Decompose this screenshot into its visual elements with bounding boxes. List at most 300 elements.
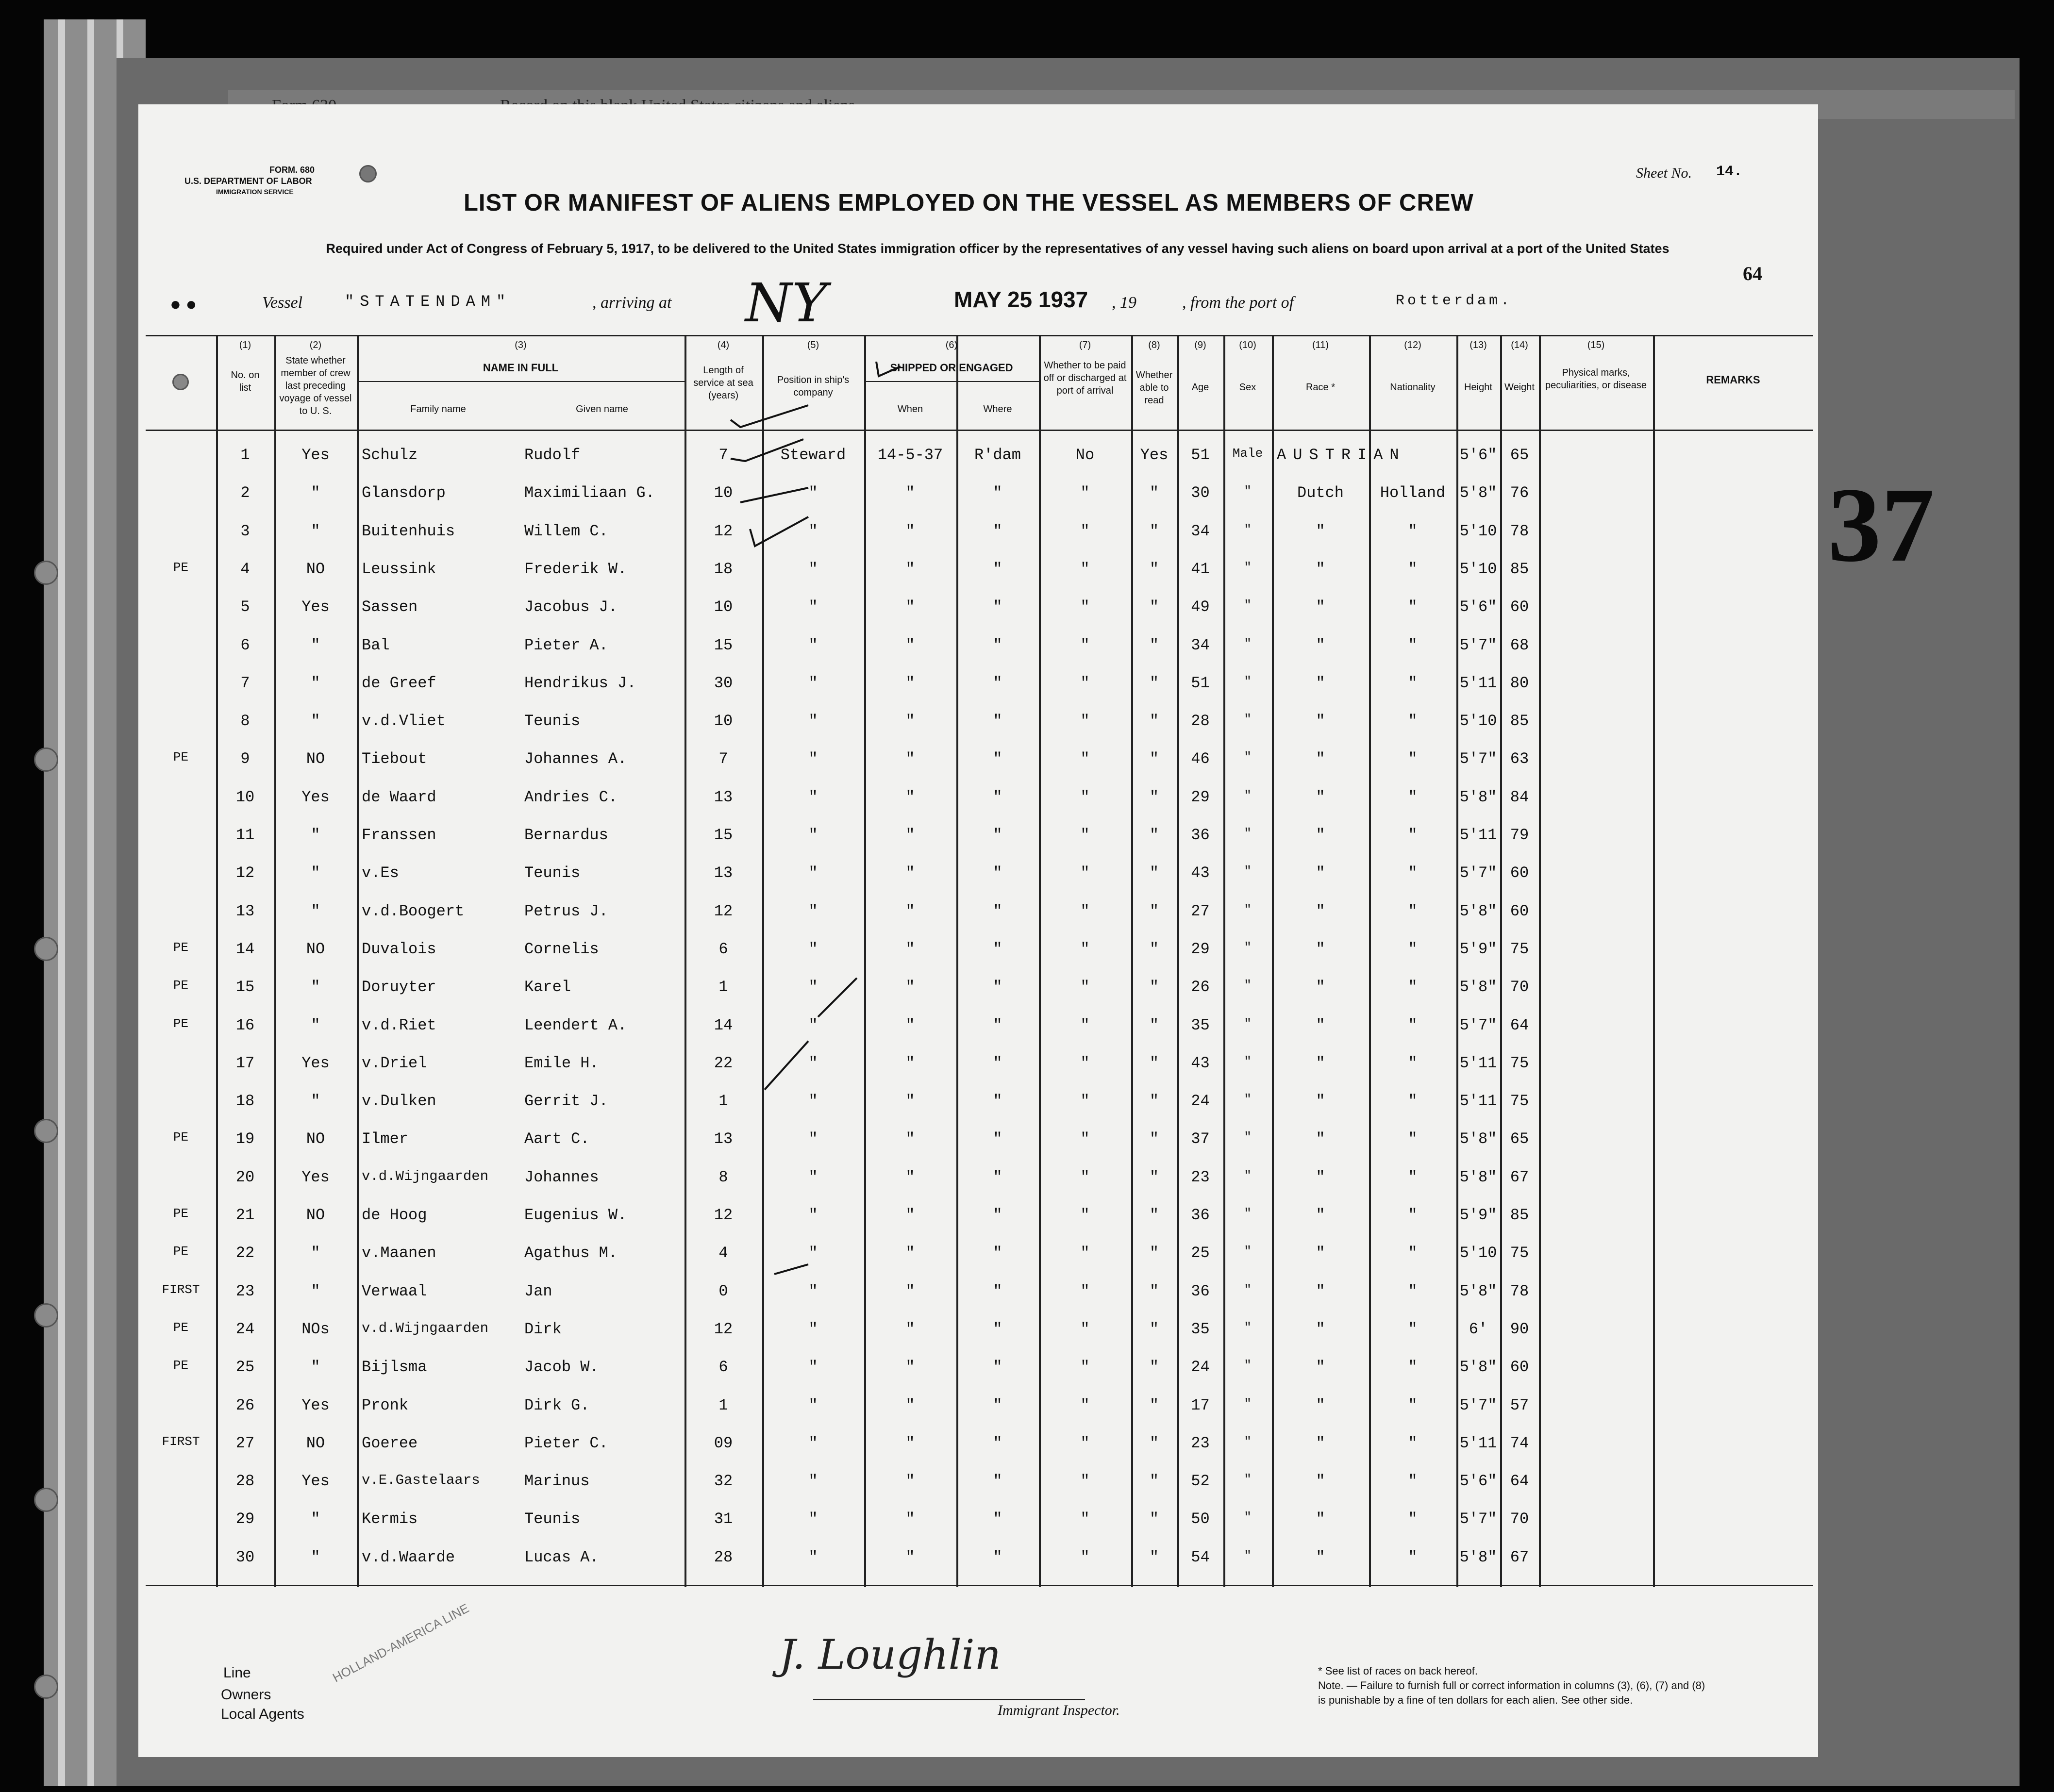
- row-weight: 65: [1510, 1130, 1529, 1148]
- row-height: 5'8": [1459, 1282, 1497, 1300]
- table-row: [146, 1276, 1813, 1313]
- row-paid-off: ": [1080, 484, 1090, 502]
- row-number: 18: [235, 1092, 255, 1111]
- row-family-name: Duvalois: [362, 940, 436, 958]
- hole-marker: [359, 165, 377, 183]
- row-number: 17: [235, 1054, 255, 1072]
- manifest-page: [138, 104, 1935, 1757]
- row-when: ": [905, 598, 915, 616]
- row-position: ": [808, 1358, 818, 1377]
- header-length-service: Length of service at sea (years): [693, 365, 753, 401]
- row-when: ": [905, 712, 915, 730]
- table-row: [146, 896, 1813, 933]
- row-number: 3: [240, 522, 250, 540]
- page-mark-handwritten: 64: [1743, 263, 1762, 284]
- row-given-name: Marinus: [524, 1472, 590, 1491]
- row-weight: 80: [1510, 674, 1529, 692]
- row-race: ": [1316, 1130, 1325, 1148]
- header-when: When: [897, 404, 923, 415]
- row-given-name: Lucas A.: [524, 1548, 599, 1566]
- row-race: ": [1316, 902, 1325, 920]
- row-years-service: 10: [714, 712, 733, 730]
- row-paid-off: ": [1080, 712, 1090, 730]
- row-years-service: 18: [714, 560, 733, 578]
- owners-label: Owners: [221, 1687, 271, 1703]
- row-height: 5'7": [1459, 636, 1497, 654]
- row-nationality: ": [1408, 598, 1418, 616]
- row-race: ": [1316, 750, 1325, 768]
- row-height: 5'10: [1459, 712, 1497, 730]
- row-where: ": [993, 598, 1002, 616]
- row-number: 9: [240, 750, 250, 768]
- row-paid-off: ": [1080, 1016, 1090, 1034]
- row-position: ": [808, 1016, 818, 1034]
- row-paid-off: ": [1080, 1358, 1090, 1377]
- crew-table: [146, 335, 1813, 1587]
- row-paid-off: ": [1080, 1054, 1090, 1072]
- table-row: [146, 515, 1813, 553]
- row-able-read: ": [1149, 1358, 1159, 1377]
- row-given-name: Andries C.: [524, 788, 618, 806]
- row-given-name: Eugenius W.: [524, 1206, 627, 1224]
- row-when: ": [905, 1016, 915, 1034]
- table-row: [146, 667, 1813, 705]
- row-sex: ": [1244, 1244, 1252, 1259]
- row-where: ": [993, 1510, 1002, 1528]
- row-given-name: Dirk G.: [524, 1396, 590, 1414]
- table-row: [146, 591, 1813, 629]
- row-sex: ": [1244, 826, 1252, 841]
- row-race: ": [1316, 1396, 1325, 1414]
- row-able-read: ": [1149, 1472, 1159, 1491]
- row-number: 6: [240, 636, 250, 654]
- row-years-service: 22: [714, 1054, 733, 1072]
- row-position: Steward: [780, 446, 846, 464]
- row-nationality: ": [1408, 864, 1418, 882]
- row-position: ": [808, 1092, 818, 1111]
- row-paid-off: ": [1080, 902, 1090, 920]
- row-years-service: 15: [714, 636, 733, 654]
- row-position: ": [808, 1472, 818, 1491]
- row-weight: 76: [1510, 484, 1529, 502]
- row-number: 4: [240, 560, 250, 578]
- row-sex: ": [1244, 1358, 1252, 1373]
- vessel-dot: ● ●: [170, 294, 197, 315]
- row-number: 16: [235, 1016, 255, 1034]
- row-nationality: ": [1408, 636, 1418, 654]
- row-position: ": [808, 978, 818, 996]
- row-able-read: ": [1149, 1206, 1159, 1224]
- row-previous-voyage: Yes: [301, 1472, 330, 1491]
- row-family-name: v.d.Wijngaarden: [362, 1168, 489, 1184]
- row-status-mark: PE: [173, 1016, 189, 1031]
- row-race: ": [1316, 1282, 1325, 1300]
- row-where: ": [993, 484, 1002, 502]
- row-weight: 90: [1510, 1320, 1529, 1338]
- header-given-name: Given name: [576, 404, 628, 415]
- row-family-name: Doruyter: [362, 978, 436, 996]
- row-height: 5'7": [1459, 1396, 1497, 1414]
- row-number: 30: [235, 1548, 255, 1566]
- row-position: ": [808, 826, 818, 844]
- row-given-name: Pieter C.: [524, 1434, 608, 1452]
- row-previous-voyage: ": [311, 484, 320, 502]
- row-family-name: v.d.Wijngaarden: [362, 1320, 489, 1336]
- row-sex: ": [1244, 1130, 1252, 1145]
- table-row: [146, 439, 1813, 477]
- row-position: ": [808, 522, 818, 540]
- row-family-name: v.Maanen: [362, 1244, 436, 1262]
- row-where: ": [993, 712, 1002, 730]
- row-given-name: Gerrit J.: [524, 1092, 608, 1111]
- row-able-read: ": [1149, 1244, 1159, 1262]
- row-height: 5'11: [1459, 674, 1497, 692]
- row-sex: ": [1244, 788, 1252, 803]
- row-years-service: 1: [718, 978, 728, 996]
- note-fine-2: is punishable by a fine of ten dollars for each alien. See other side.: [1318, 1694, 1633, 1706]
- header-where: Where: [983, 404, 1012, 415]
- row-number: 22: [235, 1244, 255, 1262]
- row-where: ": [993, 674, 1002, 692]
- row-weight: 60: [1510, 902, 1529, 920]
- row-nationality: ": [1408, 1244, 1418, 1262]
- header-family-name: Family name: [410, 404, 466, 415]
- row-weight: 75: [1510, 1092, 1529, 1111]
- row-sex: ": [1244, 484, 1252, 499]
- row-family-name: Buitenhuis: [362, 522, 455, 540]
- row-position: ": [808, 1282, 818, 1300]
- row-age: 26: [1191, 978, 1210, 996]
- row-nationality: ": [1408, 902, 1418, 920]
- row-race: ": [1316, 1510, 1325, 1528]
- row-race: ": [1316, 940, 1325, 958]
- row-given-name: Johannes A.: [524, 750, 627, 768]
- arriving-label: , arriving at: [592, 294, 672, 312]
- row-status-mark: FIRST: [162, 1434, 200, 1449]
- row-height: 5'7": [1459, 1510, 1497, 1528]
- row-paid-off: No: [1075, 446, 1095, 464]
- row-position: ": [808, 674, 818, 692]
- row-previous-voyage: Yes: [301, 1054, 330, 1072]
- row-weight: 75: [1510, 1054, 1529, 1072]
- row-sex: ": [1244, 1434, 1252, 1449]
- row-height: 5'8": [1459, 788, 1497, 806]
- row-paid-off: ": [1080, 864, 1090, 882]
- form-number: FORM. 680: [269, 165, 315, 175]
- row-status-mark: PE: [173, 750, 189, 765]
- row-sex: ": [1244, 560, 1252, 575]
- row-paid-off: ": [1080, 1548, 1090, 1566]
- row-weight: 75: [1510, 940, 1529, 958]
- row-age: 49: [1191, 598, 1210, 616]
- row-nationality: ": [1408, 1282, 1418, 1300]
- col-num-10: (10): [1239, 340, 1256, 350]
- punch-hole: [34, 1488, 58, 1512]
- row-paid-off: ": [1080, 1130, 1090, 1148]
- table-row: [146, 1542, 1813, 1579]
- row-status-mark: PE: [173, 1206, 189, 1221]
- row-age: 34: [1191, 636, 1210, 654]
- row-previous-voyage: ": [311, 1510, 320, 1528]
- row-paid-off: ": [1080, 1244, 1090, 1262]
- row-when: ": [905, 1282, 915, 1300]
- row-previous-voyage: ": [311, 1282, 320, 1300]
- row-sex: ": [1244, 712, 1252, 727]
- col-num-13: (13): [1470, 340, 1487, 350]
- row-weight: 70: [1510, 978, 1529, 996]
- row-height: 5'9": [1459, 940, 1497, 958]
- row-able-read: ": [1149, 1130, 1159, 1148]
- row-sex: ": [1244, 1472, 1252, 1487]
- row-given-name: Maximiliaan G.: [524, 484, 655, 502]
- row-paid-off: ": [1080, 788, 1090, 806]
- table-row: [146, 553, 1813, 591]
- row-years-service: 12: [714, 1320, 733, 1338]
- row-given-name: Jacobus J.: [524, 598, 618, 616]
- row-able-read: ": [1149, 940, 1159, 958]
- row-given-name: Agathus M.: [524, 1244, 618, 1262]
- row-weight: 78: [1510, 522, 1529, 540]
- row-age: 35: [1191, 1016, 1210, 1034]
- row-number: 15: [235, 978, 255, 996]
- row-nationality: ": [1408, 1054, 1418, 1072]
- row-height: 5'10: [1459, 1244, 1497, 1262]
- row-years-service: 15: [714, 826, 733, 844]
- row-where: ": [993, 1244, 1002, 1262]
- row-where: ": [993, 940, 1002, 958]
- row-previous-voyage: NO: [306, 750, 325, 768]
- row-position: ": [808, 1206, 818, 1224]
- row-previous-voyage: ": [311, 674, 320, 692]
- note-fine-1: Note. — Failure to furnish full or correct information in columns (3), (6), (7) and (8): [1318, 1679, 1705, 1692]
- table-row: [146, 1465, 1813, 1503]
- row-age: 52: [1191, 1472, 1210, 1491]
- header-height: Height: [1464, 382, 1492, 393]
- row-nationality: ": [1408, 1358, 1418, 1377]
- row-height: 6': [1469, 1320, 1488, 1338]
- table-row: [146, 1199, 1813, 1237]
- row-race: ": [1316, 1016, 1325, 1034]
- row-when: ": [905, 560, 915, 578]
- row-given-name: Bernardus: [524, 826, 608, 844]
- row-age: 23: [1191, 1434, 1210, 1452]
- row-years-service: 7: [718, 446, 728, 464]
- row-age: 23: [1191, 1168, 1210, 1186]
- row-able-read: ": [1149, 826, 1159, 844]
- row-given-name: Cornelis: [524, 940, 599, 958]
- row-position: ": [808, 712, 818, 730]
- row-where: ": [993, 522, 1002, 540]
- row-when: ": [905, 1472, 915, 1491]
- header-no-on-list: No. on list: [231, 370, 260, 393]
- row-able-read: ": [1149, 1510, 1159, 1528]
- row-race: ": [1316, 674, 1325, 692]
- year-label: , 19: [1112, 294, 1136, 312]
- row-weight: 63: [1510, 750, 1529, 768]
- row-family-name: v.Dulken: [362, 1092, 436, 1111]
- row-number: 28: [235, 1472, 255, 1491]
- row-paid-off: ": [1080, 674, 1090, 692]
- row-position: ": [808, 940, 818, 958]
- row-height: 5'8": [1459, 1358, 1497, 1377]
- row-able-read: ": [1149, 750, 1159, 768]
- row-number: 21: [235, 1206, 255, 1224]
- row-given-name: Petrus J.: [524, 902, 608, 920]
- row-race: ": [1316, 826, 1325, 844]
- row-number: 19: [235, 1130, 255, 1148]
- row-position: ": [808, 788, 818, 806]
- row-age: 28: [1191, 712, 1210, 730]
- row-family-name: Pronk: [362, 1396, 409, 1414]
- row-previous-voyage: ": [311, 864, 320, 882]
- row-when: ": [905, 1244, 915, 1262]
- row-previous-voyage: ": [311, 1358, 320, 1377]
- row-weight: 74: [1510, 1434, 1529, 1452]
- punch-hole: [34, 1119, 58, 1143]
- row-when: ": [905, 1168, 915, 1186]
- row-sex: ": [1244, 1548, 1252, 1563]
- table-row: [146, 477, 1813, 515]
- row-height: 5'6": [1459, 446, 1497, 464]
- row-age: 25: [1191, 1244, 1210, 1262]
- row-status-mark: PE: [173, 560, 189, 575]
- row-position: ": [808, 1320, 818, 1338]
- row-years-service: 14: [714, 1016, 733, 1034]
- col-num-4: (4): [717, 340, 730, 350]
- row-race: ": [1316, 1434, 1325, 1452]
- row-paid-off: ": [1080, 1206, 1090, 1224]
- row-family-name: Leussink: [362, 560, 436, 578]
- table-row: [146, 971, 1813, 1009]
- row-where: R'dam: [974, 446, 1021, 464]
- row-when: ": [905, 1206, 915, 1224]
- row-race: ": [1316, 978, 1325, 996]
- row-given-name: Frederik W.: [524, 560, 627, 578]
- row-status-mark: PE: [173, 940, 189, 955]
- row-paid-off: ": [1080, 598, 1090, 616]
- row-family-name: v.d.Boogert: [362, 902, 465, 920]
- row-paid-off: ": [1080, 1168, 1090, 1186]
- row-sex: ": [1244, 1510, 1252, 1525]
- row-age: 35: [1191, 1320, 1210, 1338]
- row-years-service: 7: [718, 750, 728, 768]
- row-years-service: 12: [714, 522, 733, 540]
- row-given-name: Pieter A.: [524, 636, 608, 654]
- row-years-service: 13: [714, 864, 733, 882]
- row-nationality: ": [1408, 1206, 1418, 1224]
- row-sex: ": [1244, 1396, 1252, 1411]
- row-previous-voyage: NO: [306, 560, 325, 578]
- row-weight: 67: [1510, 1168, 1529, 1186]
- row-where: ": [993, 1282, 1002, 1300]
- row-number: 26: [235, 1396, 255, 1414]
- row-nationality: ": [1408, 1168, 1418, 1186]
- row-able-read: ": [1149, 560, 1159, 578]
- header-weight: Weight: [1504, 382, 1535, 393]
- row-where: ": [993, 1054, 1002, 1072]
- row-when: ": [905, 522, 915, 540]
- row-given-name: Willem C.: [524, 522, 608, 540]
- row-able-read: ": [1149, 978, 1159, 996]
- row-height: 5'8": [1459, 1168, 1497, 1186]
- row-age: 43: [1191, 864, 1210, 882]
- row-able-read: ": [1149, 1548, 1159, 1566]
- row-when: ": [905, 1396, 915, 1414]
- row-height: 5'8": [1459, 902, 1497, 920]
- row-given-name: Emile H.: [524, 1054, 599, 1072]
- row-when: 14-5-37: [877, 446, 943, 464]
- row-where: ": [993, 1358, 1002, 1377]
- row-when: ": [905, 1548, 915, 1566]
- row-family-name: v.Es: [362, 864, 399, 882]
- row-able-read: ": [1149, 902, 1159, 920]
- row-nationality: ": [1408, 1016, 1418, 1034]
- table-row: [146, 1161, 1813, 1199]
- row-height: 5'11: [1459, 1054, 1497, 1072]
- row-where: ": [993, 1472, 1002, 1491]
- row-position: ": [808, 864, 818, 882]
- col-num-11: (11): [1312, 340, 1329, 350]
- row-able-read: ": [1149, 1054, 1159, 1072]
- row-sex: ": [1244, 674, 1252, 689]
- row-years-service: 1: [718, 1396, 728, 1414]
- row-sex: ": [1244, 1092, 1252, 1107]
- row-race: ": [1316, 712, 1325, 730]
- row-number: 13: [235, 902, 255, 920]
- row-where: ": [993, 636, 1002, 654]
- row-where: ": [993, 788, 1002, 806]
- row-status-mark: PE: [173, 978, 189, 993]
- row-sex: Male: [1232, 446, 1263, 461]
- table-row: [146, 743, 1813, 781]
- row-nationality: ": [1408, 1510, 1418, 1528]
- row-position: ": [808, 1434, 818, 1452]
- col-num-14: (14): [1511, 340, 1528, 350]
- row-age: 41: [1191, 560, 1210, 578]
- header-name-in-full: NAME IN FULL: [483, 362, 559, 374]
- row-number: 5: [240, 598, 250, 616]
- row-when: ": [905, 826, 915, 844]
- row-previous-voyage: ": [311, 902, 320, 920]
- row-weight: 60: [1510, 864, 1529, 882]
- header-age: Age: [1191, 382, 1209, 393]
- row-sex: ": [1244, 1054, 1252, 1069]
- row-years-service: 31: [714, 1510, 733, 1528]
- row-able-read: Yes: [1140, 446, 1169, 464]
- row-age: 50: [1191, 1510, 1210, 1528]
- col-num-8: (8): [1148, 340, 1160, 350]
- row-able-read: ": [1149, 522, 1159, 540]
- row-age: 34: [1191, 522, 1210, 540]
- row-able-read: ": [1149, 636, 1159, 654]
- row-sex: ": [1244, 1206, 1252, 1221]
- row-weight: 60: [1510, 1358, 1529, 1377]
- row-weight: 84: [1510, 788, 1529, 806]
- row-years-service: 10: [714, 598, 733, 616]
- row-weight: 79: [1510, 826, 1529, 844]
- row-weight: 57: [1510, 1396, 1529, 1414]
- row-paid-off: ": [1080, 750, 1090, 768]
- row-when: ": [905, 788, 915, 806]
- row-position: ": [808, 1130, 818, 1148]
- row-when: ": [905, 902, 915, 920]
- row-where: ": [993, 1320, 1002, 1338]
- table-row: [146, 1351, 1813, 1389]
- row-family-name: Schulz: [362, 446, 418, 464]
- row-when: ": [905, 1320, 915, 1338]
- row-able-read: ": [1149, 1092, 1159, 1111]
- row-age: 17: [1191, 1396, 1210, 1414]
